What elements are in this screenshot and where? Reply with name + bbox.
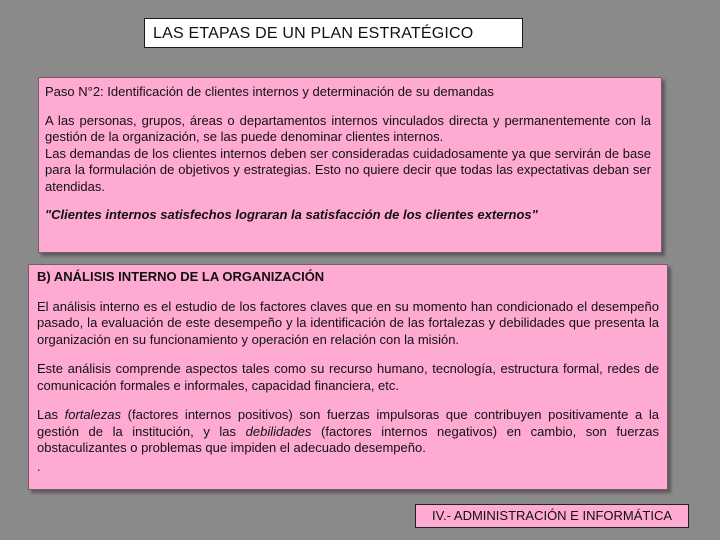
internal-clients-demands: Las demandas de los clientes internos deben ser consideradas cuidadosamente ya que servirán de base para la formulación de objetivos y estrategias. Esto no quiere decir que todas las expectativas deban ser atendidas. <box>45 145 651 194</box>
footer-course-label: IV.- ADMINISTRACIÓN E INFORMÁTICA <box>415 504 689 528</box>
trailing-dot: . <box>37 458 41 474</box>
text-part: (factores internos positivos) son fuerzas impulsoras que contribuyen positivamente a la gestión de la institución, y las <box>37 407 660 439</box>
step-heading: Paso N°2: Identificación de clientes internos y determinación de su demandas <box>45 84 494 99</box>
section-heading: B) ANÁLISIS INTERNO DE LA ORGANIZACIÓN <box>37 269 325 284</box>
internal-analysis-definition: El análisis interno es el estudio de los factores claves que en su momento han condicionado el desempeño pasado, la evaluación de este desempeño y la identificación de las fortalezas y debilidades que presenta la organización en su funcionamiento y operación en relación con la misión. <box>37 298 659 347</box>
internal-analysis-panel <box>28 264 668 490</box>
term-debilidades: debilidades <box>245 423 312 439</box>
internal-analysis-aspects: Este análisis comprende aspectos tales como su recurso humano, tecnología, estructura formal, redes de comunicación formales e informales, capacidad financiera, etc. <box>37 361 659 393</box>
slide-title: LAS ETAPAS DE UN PLAN ESTRATÉGICO <box>144 18 523 48</box>
internal-clients-definition: A las personas, grupos, áreas o departamentos internos vinculados directa y permanentemente con la gestión de la organización, se las puede denominar clientes internos. <box>45 112 651 144</box>
client-identification-panel <box>38 77 662 253</box>
text-part: (factores internos negativos) en cambio, son fuerzas obstaculizantes o problemas que impiden el adecuado desempeño. <box>37 423 659 455</box>
text-part: Las <box>37 407 65 422</box>
term-fortalezas: fortalezas <box>64 407 122 422</box>
strengths-weaknesses-paragraph <box>37 407 659 457</box>
satisfaction-quote: "Clientes internos satisfechos lograran la satisfacción de los clientes externos" <box>45 207 538 222</box>
